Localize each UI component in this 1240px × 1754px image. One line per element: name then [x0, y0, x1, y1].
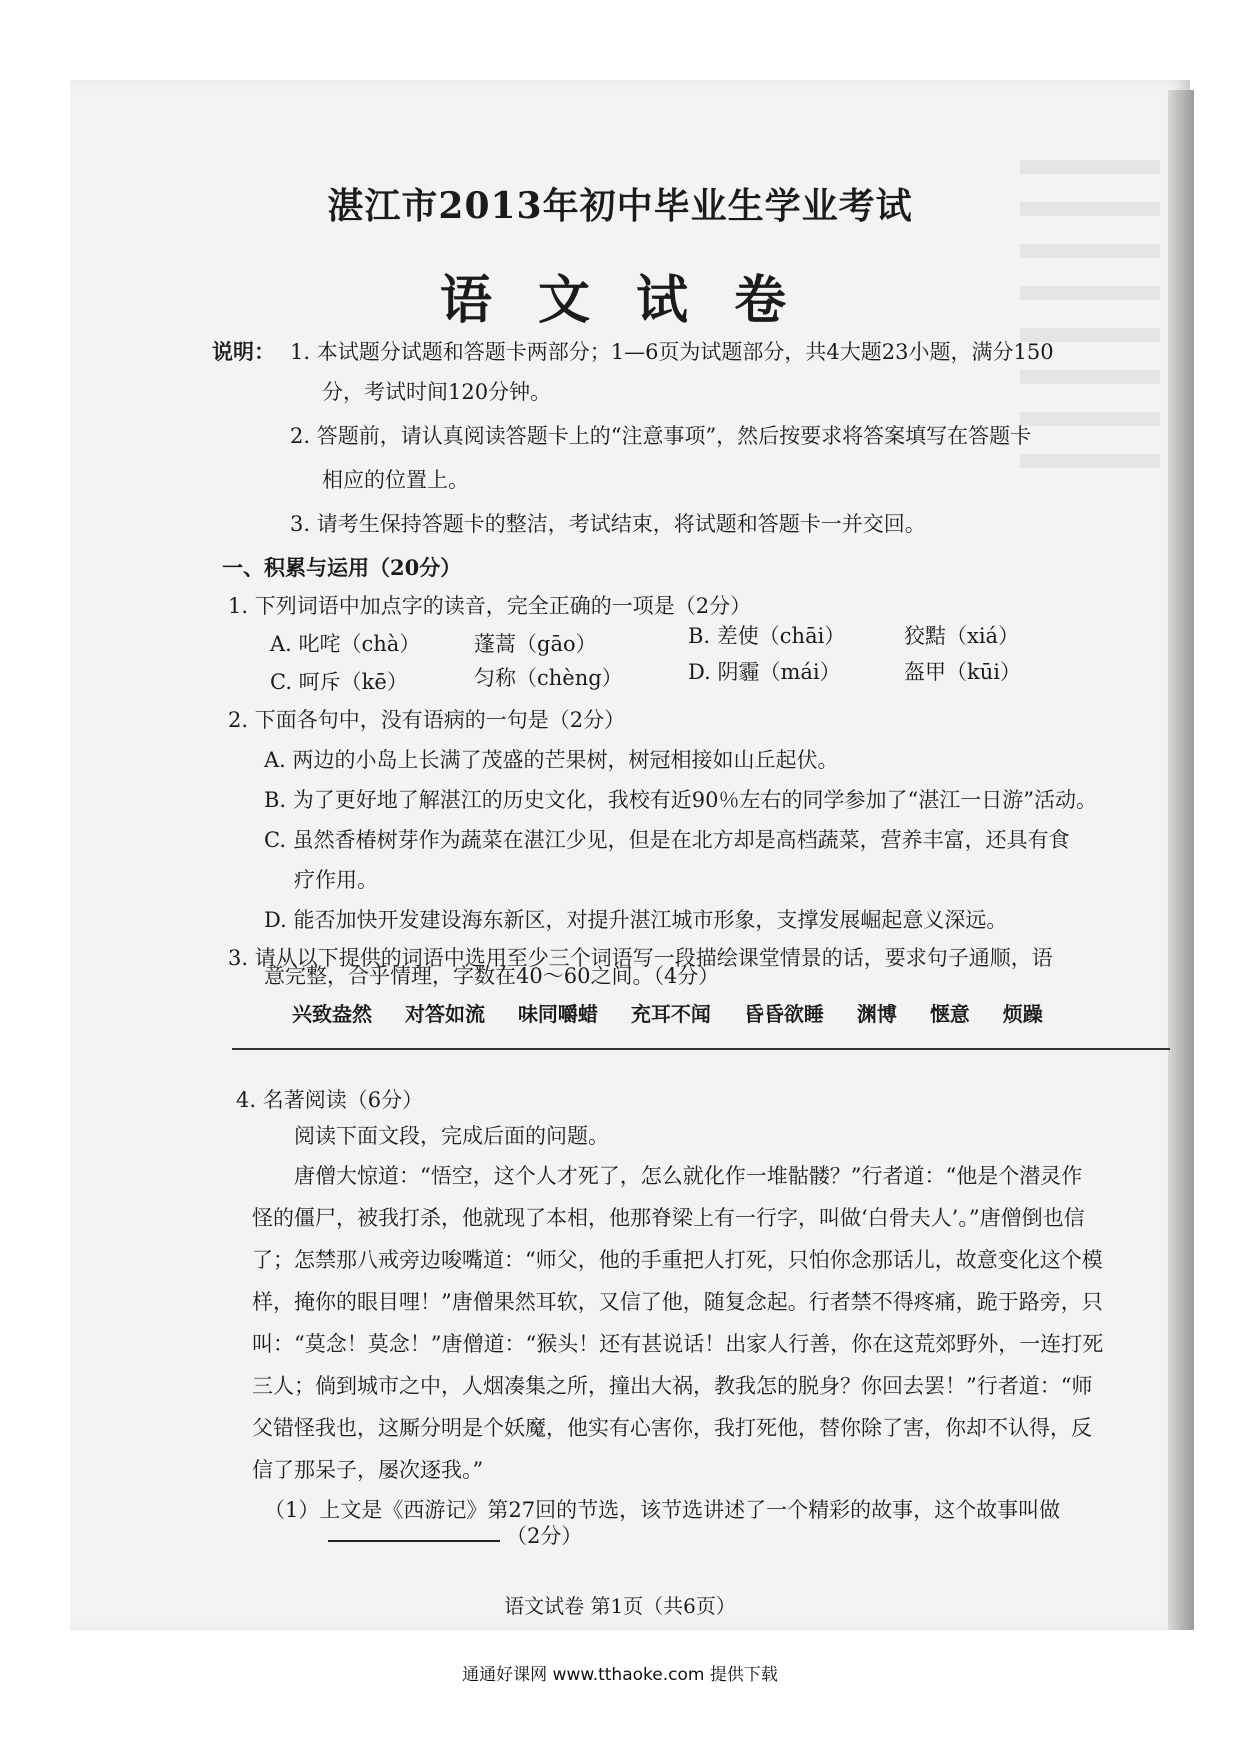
q4-passage-line: 了；怎禁那八戒旁边唆嘴道：“师父，他的手重把人打死，只怕你念那话儿，故意变化这个模	[252, 1248, 1103, 1272]
q3-word-list	[292, 998, 1069, 1027]
note-2a: 2. 答题前，请认真阅读答题卡上的“注意事项”，然后按要求将答案填写在答题卡	[290, 424, 1032, 448]
q4-passage-line: 样，掩你的眼目哩！”唐僧果然耳软，又信了他，随复念起。行者禁不得疼痛，跪于路旁，只	[252, 1290, 1103, 1314]
page-footer: 语文试卷 第1页（共6页）	[504, 1594, 736, 1618]
q3-stem-1: 3. 请从以下提供的词语中选用至少三个词语写一段描绘课堂情景的话，要求句子通顺，语	[228, 946, 1053, 970]
q4-sub1: （1）上文是《西游记》第27回的节选，该节选讲述了一个精彩的故事，这个故事叫做	[264, 1498, 1061, 1522]
q3-word: 渊博	[856, 1002, 897, 1026]
q1-stem: 1. 下列词语中加点字的读音，完全正确的一项是（2分）	[228, 594, 752, 618]
q3-word: 惬意	[929, 1002, 970, 1026]
q3-word: 烦躁	[1002, 1002, 1043, 1026]
q3-stem-2: 意完整，合乎情理，字数在40～60之间。（4分）	[264, 964, 720, 988]
note-3: 3. 请考生保持答题卡的整洁，考试结束，将试题和答题卡一并交回。	[290, 512, 926, 536]
q2-option-c1: C. 虽然香椿树芽作为蔬菜在湛江少见，但是在北方却是高档蔬菜，营养丰富，还具有食	[264, 828, 1070, 852]
answer-blank	[328, 1540, 500, 1542]
watermark: 通通好课网 www.tthaoke.com 提供下载	[462, 1665, 778, 1685]
q3-word: 兴致盎然	[292, 1002, 372, 1026]
q1-option-d2: 盔甲（kūi）	[904, 660, 1021, 684]
q1-option-c2: 匀称（chèng）	[474, 666, 623, 690]
q1-option-b2: 狡黠（xiá）	[904, 624, 1020, 648]
section-1-heading: 一、积累与运用（20分）	[222, 555, 462, 580]
q4-intro: 阅读下面文段，完成后面的问题。	[294, 1124, 609, 1148]
note-1b: 分，考试时间120分钟。	[322, 380, 552, 404]
q4-passage-line: 唐僧大惊道：“悟空，这个人才死了，怎么就化作一堆骷髅？”行者道：“他是个潜灵作	[294, 1164, 1083, 1188]
q3-word: 充耳不闻	[630, 1002, 711, 1026]
q3-word: 对答如流	[404, 1002, 485, 1026]
q2-option-a: A. 两边的小岛上长满了茂盛的芒果树，树冠相接如山丘起伏。	[264, 748, 839, 772]
q4-sub1-score: （2分）	[506, 1524, 583, 1548]
q4-passage-line: 三人；倘到城市之中，人烟凑集之所，撞出大祸，教我怎的脱身？你回去罢！”行者道：“师	[252, 1374, 1093, 1398]
q4-passage-line: 父错怪我也，这厮分明是个妖魔，他实有心害你，我打死他，替你除了害，你却不认得，反	[252, 1416, 1092, 1440]
q4-stem: 4. 名著阅读（6分）	[236, 1088, 424, 1112]
q1-option-b1: B. 差使（chāi）	[688, 624, 846, 648]
q4-passage-line: 信了那呆子，屡次逐我。”	[252, 1458, 484, 1482]
q3-word: 味同嚼蜡	[517, 1002, 598, 1026]
notes-label: 说明：	[212, 339, 275, 364]
q1-option-a2: 蓬蒿（gāo）	[474, 632, 597, 656]
q2-option-b: B. 为了更好地了解湛江的历史文化，我校有近90％左右的同学参加了“湛江一日游”活动。	[264, 788, 1097, 812]
section-divider	[232, 1048, 1170, 1050]
note-1a: 1. 本试题分试题和答题卡两部分；1—6页为试题部分，共4大题23小题，满分150	[290, 340, 1054, 364]
q1-option-a1: A. 叱咤（chà）	[270, 632, 421, 656]
q3-word: 昏昏欲睡	[743, 1002, 824, 1026]
exam-subtitle: 语 文 试 卷	[439, 270, 801, 331]
q1-option-d1: D. 阴霾（mái）	[688, 660, 841, 684]
q2-option-c2: 疗作用。	[294, 868, 378, 892]
exam-title: 湛江市2013年初中毕业生学业考试	[327, 185, 913, 227]
note-2b: 相应的位置上。	[322, 468, 469, 492]
q2-option-d: D. 能否加快开发建设海东新区，对提升湛江城市形象，支撑发展崛起意义深远。	[264, 908, 1008, 932]
q2-stem: 2. 下面各句中，没有语病的一句是（2分）	[228, 708, 626, 732]
q4-passage-line: 怪的僵尸，被我打杀，他就现了本相，他那脊梁上有一行字，叫做‘白骨夫人’。”唐僧倒也信	[252, 1206, 1085, 1230]
q4-passage-line: 叫：“莫念！莫念！”唐僧道：“猴头！还有甚说话！出家人行善，你在这荒郊野外，一连打死	[252, 1332, 1104, 1356]
q1-option-c1: C. 呵斥（kē）	[270, 670, 408, 694]
